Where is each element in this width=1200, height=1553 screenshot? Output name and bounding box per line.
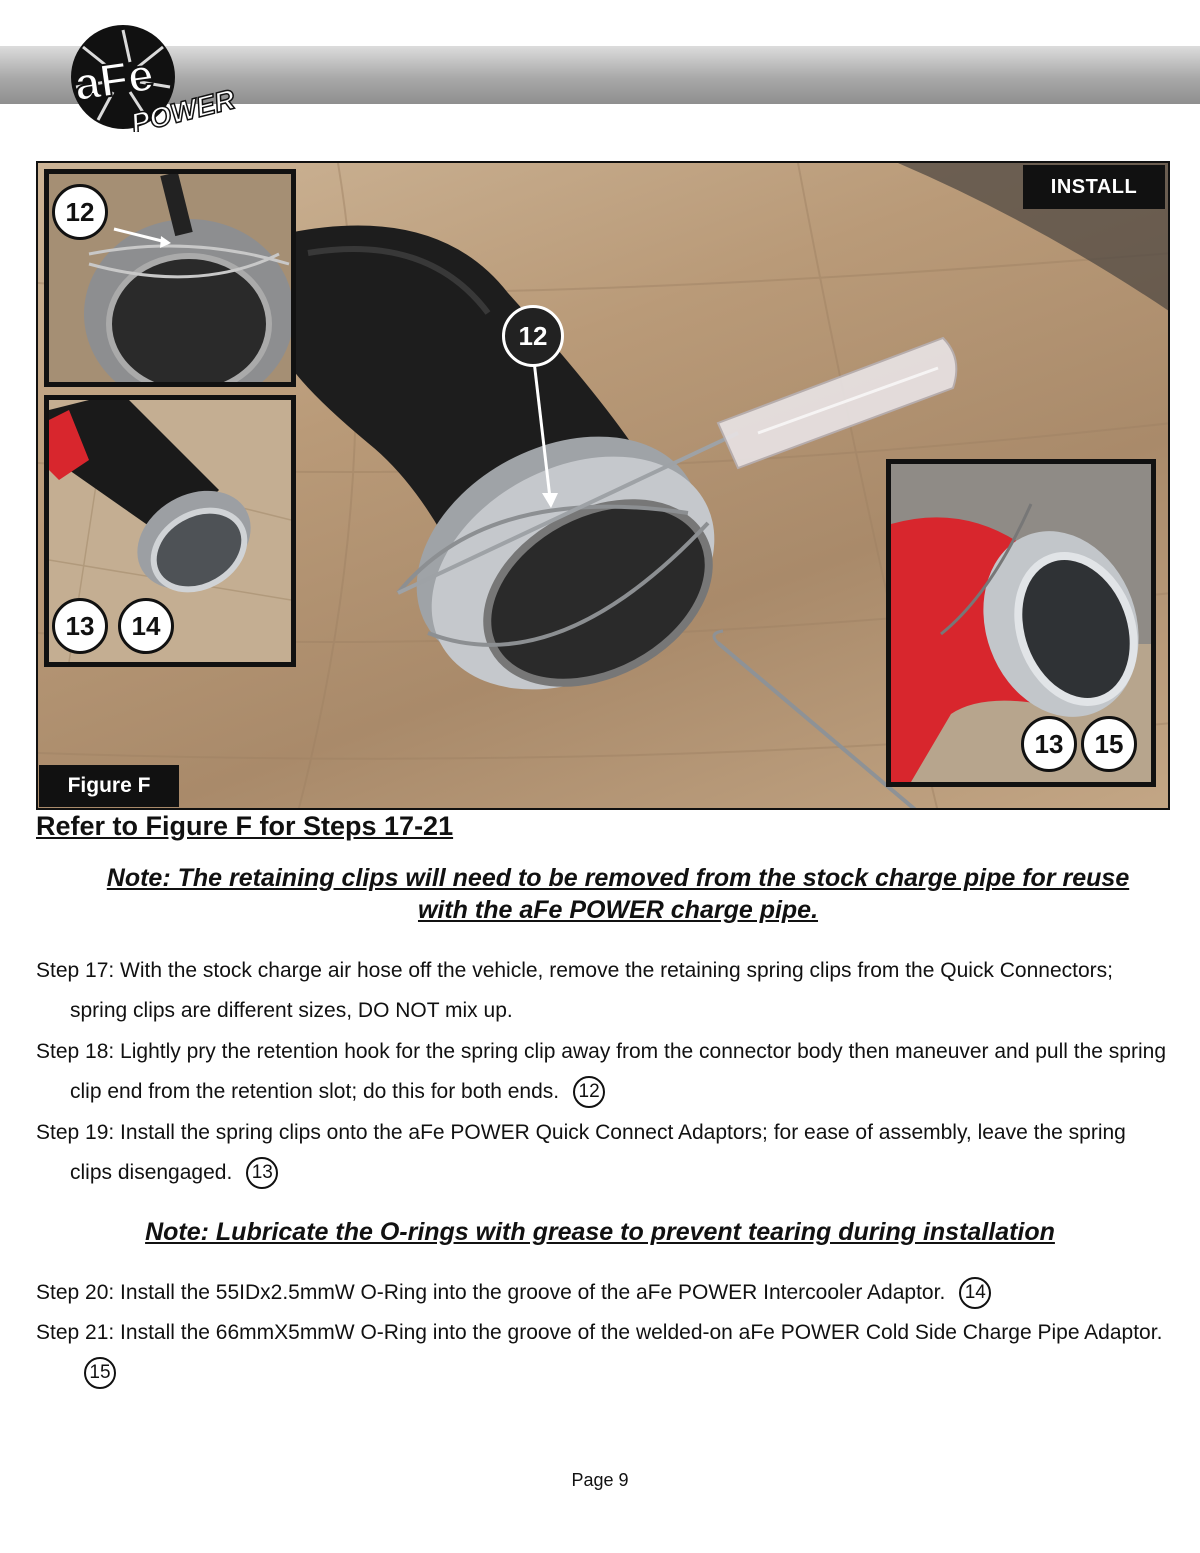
step-18	[36, 1032, 1166, 1112]
callout-13-inset-left: 13	[52, 598, 108, 654]
inset-photo-quick-connect	[44, 395, 296, 667]
step-19	[36, 1113, 1166, 1193]
step-21	[36, 1313, 1166, 1393]
callout-12-main: 12	[502, 305, 564, 367]
afe-power-logo	[68, 22, 248, 132]
install-label: INSTALL	[1023, 165, 1165, 209]
figure-label: Figure F	[39, 765, 179, 807]
step-19-ref: 13	[246, 1157, 278, 1189]
inset-photo-spring-clip	[44, 169, 296, 387]
step-18-ref: 12	[573, 1076, 605, 1108]
figure-f-photo	[36, 161, 1170, 810]
section-title: Refer to Figure F for Steps 17-21	[36, 811, 454, 841]
step-20-text: Step 20: Install the 55IDx2.5mmW O-Ring into the groove of the aFe POWER Intercooler Adaptor.	[36, 1281, 946, 1304]
callout-12-inset: 12	[52, 184, 108, 240]
step-21-ref: 15	[84, 1357, 116, 1389]
callout-14-inset-left: 14	[118, 598, 174, 654]
inset-photo-red-adaptor	[886, 459, 1156, 787]
callout-15-inset-right: 15	[1081, 716, 1137, 772]
step-20-ref: 14	[959, 1277, 991, 1309]
note-lubricate-orings: Note: Lubricate the O-rings with grease to prevent tearing during installation	[145, 1218, 1055, 1246]
step-18-text: Step 18: Lightly pry the retention hook for the spring clip away from the connector body then maneuver and pull the spring clip end from the retention slot; do this for both ends.	[36, 1040, 1167, 1103]
step-20	[36, 1273, 1166, 1313]
step-19-text: Step 19: Install the spring clips onto the aFe POWER Quick Connect Adaptors; for ease of assembly, leave the spring clips disengaged.	[36, 1121, 1126, 1184]
page-number: Page 9	[571, 1470, 629, 1490]
svg-text:aFe: aFe	[70, 48, 157, 111]
callout-13-inset-right: 13	[1021, 716, 1077, 772]
step-17-text: Step 17: With the stock charge air hose off the vehicle, remove the retaining spring clips from the Quick Connectors; spring clips are different sizes, DO NOT mix up.	[36, 959, 1113, 1022]
step-17	[36, 951, 1166, 1031]
svg-text:POWER: POWER	[127, 83, 238, 132]
note-retaining-clips: Note: The retaining clips will need to be removed from the stock charge pipe for reuse with the aFe POWER charge pipe.	[106, 864, 1130, 924]
step-21-text: Step 21: Install the 66mmX5mmW O-Ring into the groove of the welded-on aFe POWER Cold Side Charge Pipe Adaptor.	[36, 1321, 1163, 1344]
